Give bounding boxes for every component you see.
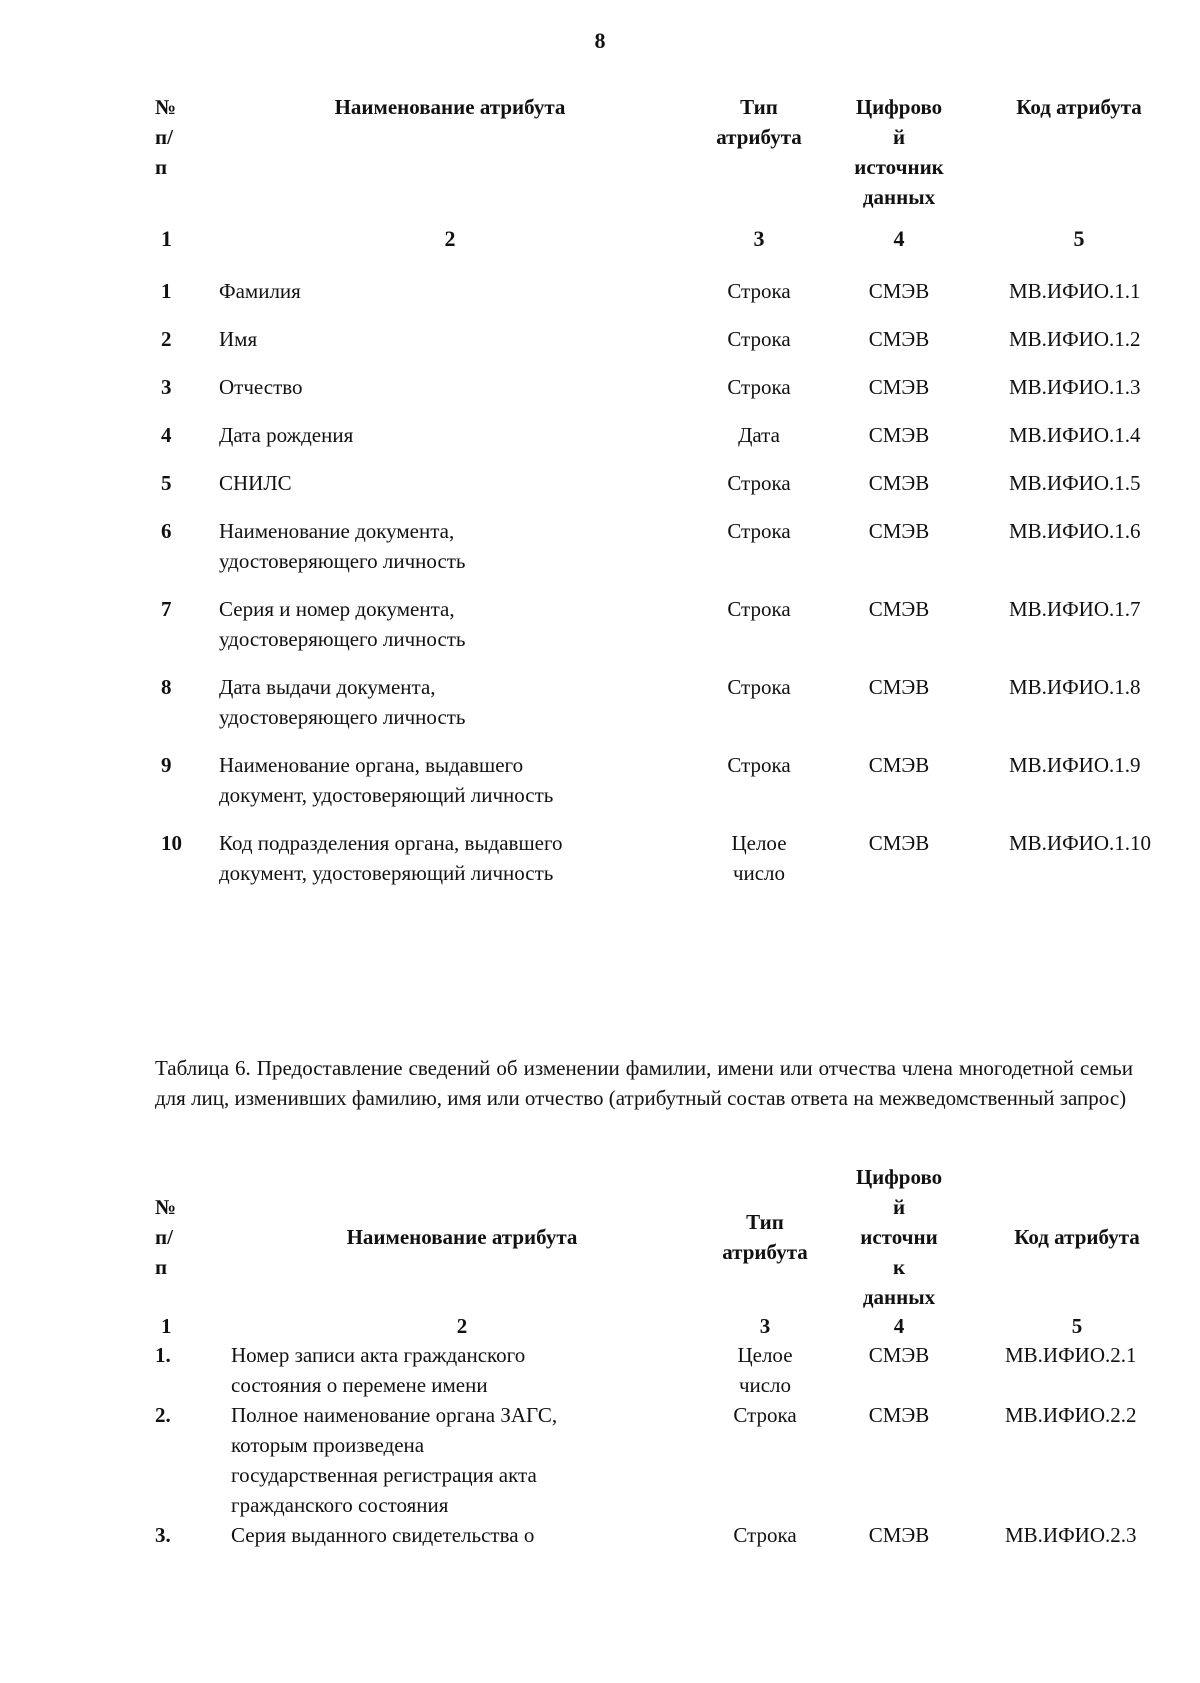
row-number: 3 bbox=[161, 375, 172, 399]
table-row bbox=[155, 750, 1189, 828]
attribute-name: Код подразделения органа, выдавшего документ, удостоверяющий личность bbox=[219, 831, 563, 885]
attribute-code: МВ.ИФИО.1.3 bbox=[1009, 375, 1141, 399]
column-number: 2 bbox=[444, 226, 456, 251]
row-number: 3. bbox=[155, 1523, 171, 1547]
data-source: СМЭВ bbox=[868, 1403, 930, 1427]
attribute-type: Дата bbox=[738, 423, 780, 447]
attribute-name: СНИЛС bbox=[219, 471, 292, 495]
attribute-name: Имя bbox=[219, 327, 258, 351]
header-attribute-code: Код атрибута bbox=[1016, 95, 1142, 119]
column-number: 3 bbox=[753, 226, 765, 251]
attribute-name: Серия и номер документа, удостоверяющего личность bbox=[219, 597, 466, 651]
column-number: 1 bbox=[161, 226, 172, 251]
attribute-code: МВ.ИФИО.1.1 bbox=[1009, 279, 1141, 303]
data-source: СМЭВ bbox=[868, 279, 930, 303]
header-number: № п/ п bbox=[155, 1195, 177, 1279]
row-number: 2. bbox=[155, 1403, 171, 1427]
attribute-table-2 bbox=[155, 1162, 1185, 1550]
table-header-row bbox=[155, 88, 1189, 212]
table-body bbox=[155, 1340, 1185, 1550]
attribute-type: Строка bbox=[733, 1403, 797, 1427]
data-source: СМЭВ bbox=[868, 471, 930, 495]
column-number: 5 bbox=[1071, 1314, 1083, 1338]
header-number: № п/ п bbox=[155, 95, 177, 179]
table-row bbox=[155, 420, 1189, 468]
table-caption: Таблица 6. Предоставление сведений об изменении фамилии, имени или отчества члена многодетной семьи для лиц, изменивших фамилию, имя или отчество (атрибутный состав ответа на межведомственный запрос) bbox=[155, 1056, 1133, 1110]
attribute-type: Целое число bbox=[737, 1343, 793, 1397]
attribute-code: МВ.ИФИО.2.1 bbox=[1005, 1343, 1137, 1367]
table-row bbox=[155, 468, 1189, 516]
attribute-name: Отчество bbox=[219, 375, 303, 399]
attribute-type: Строка bbox=[727, 519, 791, 543]
row-number: 8 bbox=[161, 675, 172, 699]
row-number: 6 bbox=[161, 519, 172, 543]
attribute-name: Серия выданного свидетельства о bbox=[231, 1523, 535, 1547]
data-source: СМЭВ bbox=[868, 831, 930, 855]
header-attribute-type: Тип атрибута bbox=[716, 95, 802, 149]
data-source: СМЭВ bbox=[868, 519, 930, 543]
page-number: 8 bbox=[594, 28, 606, 53]
attribute-code: МВ.ИФИО.1.9 bbox=[1009, 753, 1141, 777]
table-row bbox=[155, 276, 1189, 324]
column-number: 4 bbox=[893, 1314, 905, 1338]
attribute-code: МВ.ИФИО.1.10 bbox=[1009, 831, 1152, 855]
row-number: 1 bbox=[161, 279, 172, 303]
data-source: СМЭВ bbox=[868, 1343, 930, 1367]
data-source: СМЭВ bbox=[868, 327, 930, 351]
row-number: 10 bbox=[161, 831, 182, 855]
column-number: 3 bbox=[759, 1314, 771, 1338]
column-number: 5 bbox=[1073, 226, 1085, 251]
table-header-row bbox=[155, 1162, 1185, 1312]
attribute-code: МВ.ИФИО.1.2 bbox=[1009, 327, 1141, 351]
attribute-type: Строка bbox=[727, 375, 791, 399]
table-row bbox=[155, 516, 1189, 594]
attribute-code: МВ.ИФИО.2.3 bbox=[1005, 1523, 1137, 1547]
table-row bbox=[155, 1400, 1185, 1520]
attribute-type: Строка bbox=[727, 753, 791, 777]
attribute-name: Полное наименование органа ЗАГС, которым произведена государственная регистрация акта гражданского состояния bbox=[231, 1403, 558, 1517]
attribute-code: МВ.ИФИО.1.7 bbox=[1009, 597, 1141, 621]
attribute-type: Строка bbox=[727, 471, 791, 495]
attribute-table-1 bbox=[155, 88, 1189, 906]
attribute-code: МВ.ИФИО.2.2 bbox=[1005, 1403, 1137, 1427]
column-number-row bbox=[155, 212, 1189, 276]
header-attribute-code: Код атрибута bbox=[1014, 1225, 1140, 1249]
attribute-type: Строка bbox=[727, 675, 791, 699]
column-number: 4 bbox=[893, 226, 905, 251]
data-source: СМЭВ bbox=[868, 1523, 930, 1547]
row-number: 4 bbox=[161, 423, 172, 447]
table-row bbox=[155, 372, 1189, 420]
attribute-name: Наименование документа, удостоверяющего личность bbox=[219, 519, 466, 573]
row-number: 2 bbox=[161, 327, 172, 351]
header-attribute-name: Наименование атрибута bbox=[334, 95, 566, 119]
header-data-source: Цифрово й источник данных bbox=[854, 95, 944, 209]
attribute-name: Дата выдачи документа, удостоверяющего личность bbox=[219, 675, 466, 729]
table-row bbox=[155, 594, 1189, 672]
attribute-type: Строка bbox=[727, 327, 791, 351]
attribute-code: МВ.ИФИО.1.6 bbox=[1009, 519, 1141, 543]
attribute-name: Фамилия bbox=[219, 279, 301, 303]
column-number: 1 bbox=[161, 1314, 172, 1338]
table-body bbox=[155, 276, 1189, 906]
attribute-code: МВ.ИФИО.1.5 bbox=[1009, 471, 1141, 495]
header-data-source: Цифрово й источни к данных bbox=[855, 1165, 943, 1309]
data-source: СМЭВ bbox=[868, 675, 930, 699]
table-row bbox=[155, 672, 1189, 750]
column-number-row bbox=[155, 1312, 1185, 1340]
attribute-code: МВ.ИФИО.1.8 bbox=[1009, 675, 1141, 699]
data-source: СМЭВ bbox=[868, 423, 930, 447]
table-row bbox=[155, 828, 1189, 906]
data-source: СМЭВ bbox=[868, 753, 930, 777]
header-attribute-name: Наименование атрибута bbox=[346, 1225, 578, 1249]
column-number: 2 bbox=[456, 1314, 468, 1338]
attribute-name: Наименование органа, выдавшего документ, удостоверяющий личность bbox=[219, 753, 554, 807]
row-number: 5 bbox=[161, 471, 172, 495]
table-row bbox=[155, 1520, 1185, 1550]
data-source: СМЭВ bbox=[868, 375, 930, 399]
attribute-code: МВ.ИФИО.1.4 bbox=[1009, 423, 1141, 447]
attribute-type: Строка bbox=[727, 279, 791, 303]
table-row bbox=[155, 1340, 1185, 1400]
attribute-name: Дата рождения bbox=[219, 423, 354, 447]
row-number: 9 bbox=[161, 753, 172, 777]
attribute-type: Строка bbox=[733, 1523, 797, 1547]
attribute-type: Целое число bbox=[731, 831, 787, 885]
row-number: 7 bbox=[161, 597, 172, 621]
table-row bbox=[155, 324, 1189, 372]
attribute-type: Строка bbox=[727, 597, 791, 621]
row-number: 1. bbox=[155, 1343, 171, 1367]
header-attribute-type: Тип атрибута bbox=[722, 1210, 808, 1264]
attribute-name: Номер записи акта гражданского состояния о перемене имени bbox=[231, 1343, 526, 1397]
data-source: СМЭВ bbox=[868, 597, 930, 621]
